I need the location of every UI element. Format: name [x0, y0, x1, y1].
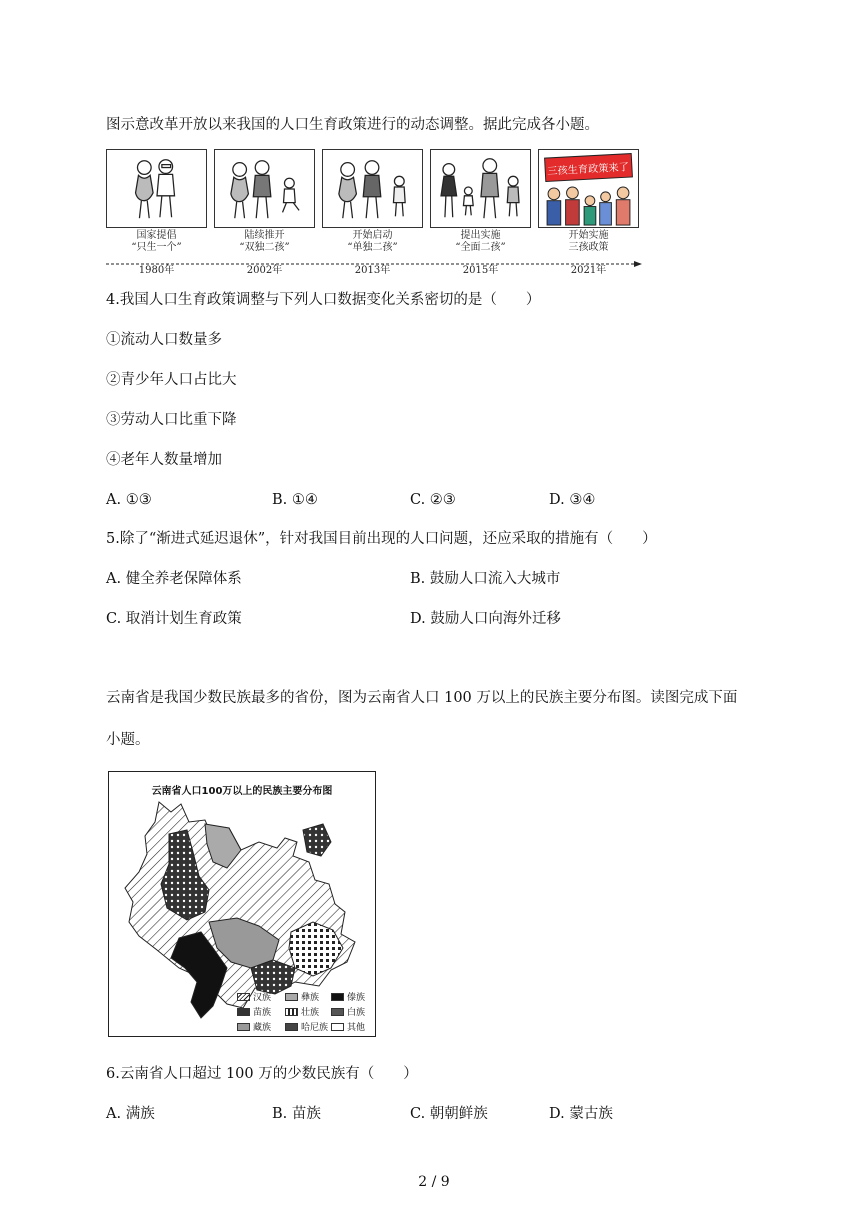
intro-paragraph-2-line-2: 小题。: [106, 732, 150, 748]
policy-caption-2002: 陆续推开 “双独二孩”: [239, 230, 290, 253]
q6-option-c[interactable]: C. 朝朝鲜族: [410, 1106, 488, 1122]
legend-dai: 傣族: [331, 993, 365, 1004]
policy-panel-2002: [214, 149, 315, 228]
q5-stem: 5.除了“渐进式延迟退休”，针对我国目前出现的人口问题，还应采取的措施有（ ）: [106, 531, 657, 547]
policy-panel-2021: [538, 149, 639, 228]
q4-option-d[interactable]: D. ③④: [549, 492, 596, 508]
q6-stem: 6.云南省人口超过 100 万的少数民族有（ ）: [106, 1066, 418, 1082]
legend-miao: 苗族: [237, 1008, 271, 1019]
q6-option-b[interactable]: B. 苗族: [272, 1106, 321, 1122]
legend-yi: 彝族: [285, 993, 319, 1004]
q6-option-d[interactable]: D. 蒙古族: [549, 1106, 613, 1122]
q6-option-a[interactable]: A. 满族: [106, 1106, 155, 1122]
policy-panel-1980: [106, 149, 207, 228]
policy-panel-2013: [322, 149, 423, 228]
policy-caption-1980: 国家提倡 “只生一个”: [131, 230, 182, 253]
q4-option-a[interactable]: A. ①③: [106, 492, 152, 508]
q4-option-c[interactable]: C. ②③: [410, 492, 456, 508]
legend-bai: 白族: [331, 1008, 365, 1019]
q4-item-1: ①流动人口数量多: [106, 332, 222, 348]
legend-han: 汉族: [237, 993, 271, 1004]
policy-caption-2013: 开始启动 “单独二孩”: [347, 230, 398, 253]
year-1980: 1980年: [138, 265, 175, 276]
legend-hani: 哈尼族: [285, 1023, 328, 1034]
q5-option-d[interactable]: D. 鼓励人口向海外迁移: [410, 611, 561, 627]
policy-banner-text: 三孩生育政策来了: [547, 162, 630, 178]
year-2015: 2015年: [462, 265, 499, 276]
policy-caption-2015: 提出实施 “全面二孩”: [455, 230, 506, 253]
legend-other: 其他: [331, 1023, 365, 1034]
q4-stem: 4.我国人口生育政策调整与下列人口数据变化关系密切的是（ ）: [106, 292, 541, 308]
legend-zang: 藏族: [237, 1023, 271, 1034]
map-title: 云南省人口100万以上的民族主要分布图: [151, 786, 333, 797]
year-2002: 2002年: [246, 265, 283, 276]
q4-item-3: ③劳动人口比重下降: [106, 412, 237, 428]
year-2013: 2013年: [354, 265, 391, 276]
intro-paragraph-1: 图示意改革开放以来我国的人口生育政策进行的动态调整。据此完成各小题。: [106, 117, 599, 133]
q4-option-b[interactable]: B. ①④: [272, 492, 318, 508]
map-regions: [125, 802, 355, 1018]
intro-paragraph-2-line-1: 云南省是我国少数民族最多的省份，图为云南省人口 100 万以上的民族主要分布图。读图完成下面: [106, 690, 738, 706]
policy-panel-2015: [430, 149, 531, 228]
q5-option-a[interactable]: A. 健全养老保障体系: [106, 571, 242, 587]
q4-item-2: ②青少年人口占比大: [106, 372, 237, 388]
policy-caption-2021: 开始实施 三孩政策: [568, 230, 609, 253]
q5-option-c[interactable]: C. 取消计划生育政策: [106, 611, 242, 627]
page-number: 2 / 9: [418, 1174, 450, 1190]
q5-option-b[interactable]: B. 鼓励人口流入大城市: [410, 571, 561, 587]
year-2021: 2021年: [570, 265, 607, 276]
legend-zhuang: 壮族: [285, 1008, 319, 1019]
yunnan-ethnic-map: [108, 771, 376, 1037]
q4-item-4: ④老年人数量增加: [106, 452, 222, 468]
